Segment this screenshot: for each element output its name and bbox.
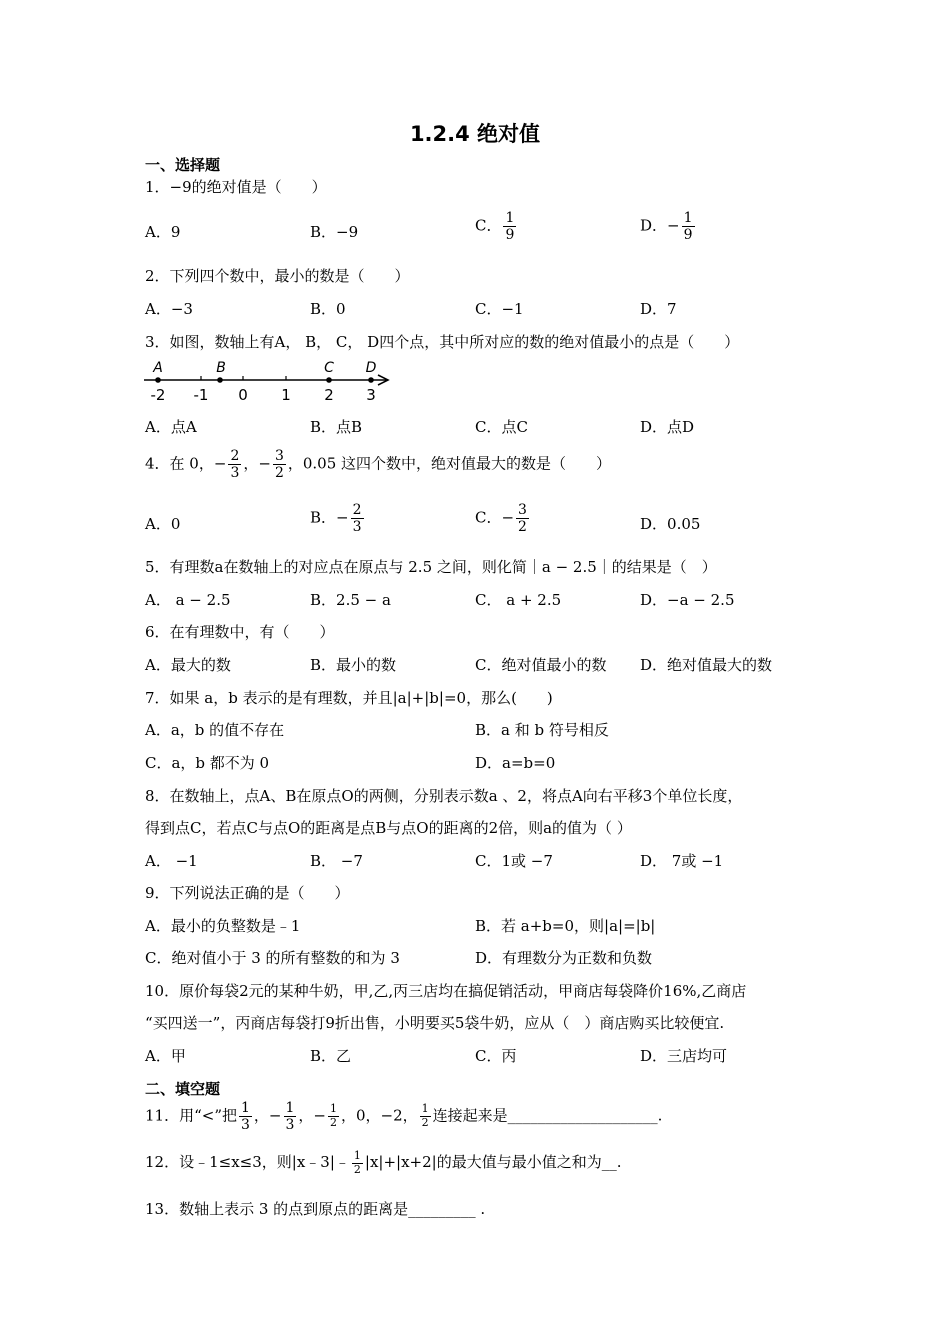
question-13-stem: 13．数轴上表示 3 的点到原点的距离是_________ . [145,1200,486,1218]
fraction: $\frac{1}{2}$ [421,1102,429,1130]
tick-label: -1 [193,386,209,404]
q3-option-c: C．点C [475,418,528,436]
fraction: $\frac{1}{2}$ [330,1102,337,1130]
q5-option-c: C． a + 2.5 [475,591,562,609]
page-title: 1.2.4 绝对值 [409,122,541,146]
fraction: $\frac{1}{3}$ [241,1100,250,1134]
tick-label: 2 [324,386,334,404]
question-6-stem: 6．在有理数中，有（ ） [145,623,335,641]
tick-label: 1 [281,386,291,404]
section-heading-choice: 一、选择题 [145,156,221,174]
section-heading-fill: 二、填空题 [145,1080,221,1098]
q6-option-b: B．最小的数 [310,656,397,674]
q8-option-b: B． −7 [310,852,363,870]
question-3-stem: 3．如图，数轴上有A， B， C， D四个点，其中所对应的数的绝对值最小的点是（ ） [145,333,740,351]
q7-option-b: B．a 和 b 符号相反 [475,721,609,739]
q5-option-d: D．−a − 2.5 [640,591,735,609]
question-9-stem: 9．下列说法正确的是（ ） [145,884,350,902]
point-a-dot [155,377,161,383]
q3-option-d: D．点D [640,418,695,436]
q1-option-d: D．− $\frac{1}{9}$ [640,210,693,244]
q3-option-a: A．点A [145,418,197,436]
q8-option-c: C．1或 −7 [475,852,553,870]
q10-option-d: D．三店均可 [640,1047,728,1065]
point-d-dot [368,377,374,383]
point-label-b: B [216,360,226,376]
q4-option-c: C．− $\frac{3}{2}$ [475,502,527,536]
point-label-c: C [324,360,334,376]
q5-option-a: A． a − 2.5 [145,591,231,609]
q10-option-b: B．乙 [310,1047,352,1065]
point-label-d: D [365,360,377,376]
q2-option-a: A．−3 [145,300,193,318]
q9-option-a: A．最小的负整数是﹣1 [145,917,301,935]
q9-option-c: C．绝对值小于 3 的所有整数的和为 3 [145,949,400,967]
fraction: $\frac{2}{3}$ [352,502,362,536]
q8-option-d: D． 7或 −1 [640,852,724,870]
question-10-line-2: “买四送一”，丙商店每袋打9折出售，小明要买5袋牛奶，应从（ ）商店购买比较便宜. [145,1014,725,1032]
q10-option-c: C．丙 [475,1047,517,1065]
fraction: $\frac{3}{2}$ [518,502,527,536]
tick-label: 3 [366,386,376,404]
question-10-line-1: 10．原价每袋2元的某种牛奶，甲,乙,丙三店均在搞促销活动，甲商店每袋降价16%,乙商店 [145,982,747,1000]
question-2-stem: 2．下列四个数中，最小的数是（ ） [145,267,410,285]
q7-option-c: C．a，b 都不为 0 [145,754,270,772]
point-label-a: A [153,360,163,376]
q10-option-a: A．甲 [145,1047,186,1065]
question-5-stem: 5．有理数a在数轴上的对应点在原点与 2.5 之间，则化简｜a − 2.5｜的结果是（ ） [145,558,717,576]
q2-option-b: B．0 [310,300,346,318]
q7-option-a: A．a，b 的值不存在 [145,721,285,739]
q6-option-c: C．绝对值最小的数 [475,656,607,674]
tick-label: 0 [238,386,248,404]
q4-option-b: B．− $\frac{2}{3}$ [310,502,362,536]
point-b-dot [217,377,223,383]
question-1-stem: 1．−9的绝对值是（ ） [145,178,327,196]
fraction: $\frac{1}{2}$ [353,1149,361,1176]
q1-option-a: A．9 [145,223,181,241]
fraction: $\frac{1}{3}$ [285,1100,295,1134]
q3-option-b: B．点B [310,418,363,436]
q7-option-d: D．a=b=0 [475,754,556,772]
fraction: $\frac{1}{9}$ [505,210,515,244]
question-8-line-2: 得到点C，若点C与点O的距离是点B与点O的距离的2倍，则a的值为（ ） [145,819,632,837]
question-7-stem: 7．如果 a，b 表示的是有理数，并且|a|+|b|=0，那么( ) [145,689,553,707]
q8-option-a: A． −1 [145,852,198,870]
q2-option-c: C．−1 [475,300,524,318]
q6-option-a: A．最大的数 [145,656,231,674]
point-c-dot [326,377,332,383]
q1-option-b: B．−9 [310,223,359,241]
q9-option-d: D．有理数分为正数和负数 [475,949,653,967]
fraction: $\frac{2}{3}$ [230,448,240,482]
number-line-figure [140,358,400,408]
tick-label: -2 [150,386,166,404]
q5-option-b: B．2.5 − a [310,591,391,609]
q2-option-d: D．7 [640,300,677,318]
q4-option-a: A．0 [145,515,181,533]
question-4-stem: 4．在 0，− $\frac{2}{3}$ ，− $\frac{3}{2}$ ，0.05 这四个数中，绝对值最大的数是（ ） [145,448,612,482]
q4-option-d: D．0.05 [640,515,701,533]
fraction: $\frac{1}{9}$ [683,210,693,244]
question-12-stem: 12．设﹣1≤x≤3，则|x﹣3|﹣ $\frac{1}{2}$ |x|+|x+2|的最大值与最小值之和为__. [145,1149,622,1176]
question-8-line-1: 8．在数轴上，点A、B在原点O的两侧，分别表示数a 、2，将点A向右平移3个单位长度， [145,787,743,805]
fraction: $\frac{3}{2}$ [274,448,284,482]
question-11-stem: 11．用“<”把 $\frac{1}{3}$ ，− $\frac{1}{3}$ ，− $\frac{1}{2}$ ，0，−2， $\frac{1}{2}$ 连接起来是____________________. [145,1100,663,1134]
q9-option-b: B．若 a+b=0，则|a|=|b| [475,917,656,935]
q6-option-d: D．绝对值最大的数 [640,656,773,674]
q1-option-c: C． $\frac{1}{9}$ [475,210,515,244]
